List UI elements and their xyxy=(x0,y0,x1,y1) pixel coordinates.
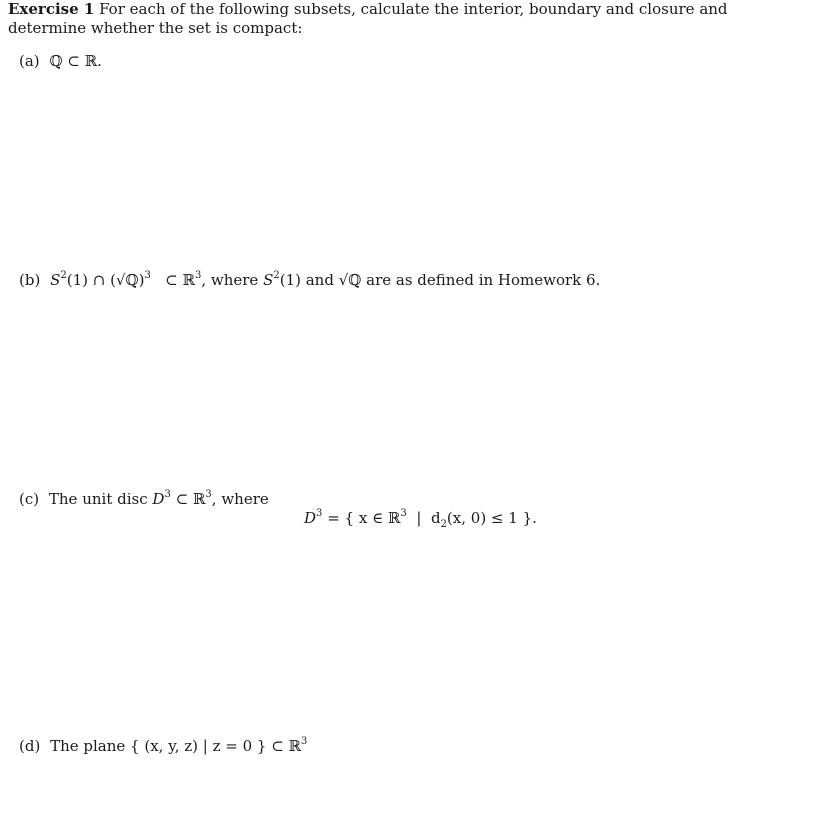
part-c xyxy=(19,490,269,509)
part-b-sqrtq: √ℚ xyxy=(338,271,362,289)
part-d-r-exp: 3 xyxy=(301,736,308,747)
part-c-text: The unit disc xyxy=(48,490,148,508)
exercise-label: Exercise 1 xyxy=(8,0,95,18)
part-d-text: The plane { (x, y, z) | z = 0 } ⊂ ℝ xyxy=(50,737,302,755)
part-b-s2b-arg: (1) and xyxy=(279,271,334,289)
eq-lhs: D xyxy=(304,509,317,527)
part-b-r-exp: 3 xyxy=(194,270,202,281)
eq-bar: | xyxy=(416,509,422,527)
part-c-equation xyxy=(304,509,537,528)
part-c-label: (c) xyxy=(19,490,40,508)
eq-d-sub: 2 xyxy=(440,519,447,530)
part-c-d-exp: 3 xyxy=(164,489,171,500)
part-b-s2-exp: 2 xyxy=(60,270,67,281)
part-d xyxy=(19,737,307,756)
eq-rest: (x, 0) ≤ 1 }. xyxy=(446,509,537,527)
eq-r-exp: 3 xyxy=(400,508,407,519)
part-c-where: , where xyxy=(211,490,269,508)
part-a xyxy=(19,52,102,71)
eq-d: d xyxy=(430,509,441,527)
part-b-tail: are as defined in Homework 6. xyxy=(366,271,601,289)
eq-lhs-exp: 3 xyxy=(316,508,323,519)
part-b-label: (b) xyxy=(19,271,41,289)
part-b-where: , where xyxy=(201,271,259,289)
exercise-intro: For each of the following subsets, calculate the interior, boundary and closure and determine whether the set is compact: xyxy=(8,0,728,37)
part-b-s2: S xyxy=(50,271,61,289)
part-b-subset: ⊂ ℝ xyxy=(165,271,195,289)
eq-open: = { x ∈ ℝ xyxy=(327,509,401,527)
part-b-cube-exp: 3 xyxy=(144,270,151,281)
part-c-r-exp: 3 xyxy=(205,489,212,500)
exercise-heading xyxy=(8,0,808,38)
part-c-subset: ⊂ ℝ xyxy=(175,490,206,508)
part-b xyxy=(19,271,600,290)
part-a-formula: ℚ ⊂ ℝ. xyxy=(49,52,102,70)
part-b-s2-arg: (1) ∩ (√ℚ) xyxy=(66,271,145,289)
part-d-label: (d) xyxy=(19,737,41,755)
part-b-s2b-exp: 2 xyxy=(273,270,280,281)
part-c-d: D xyxy=(152,490,165,508)
part-a-label: (a) xyxy=(19,52,40,70)
part-b-s2b: S xyxy=(263,271,274,289)
